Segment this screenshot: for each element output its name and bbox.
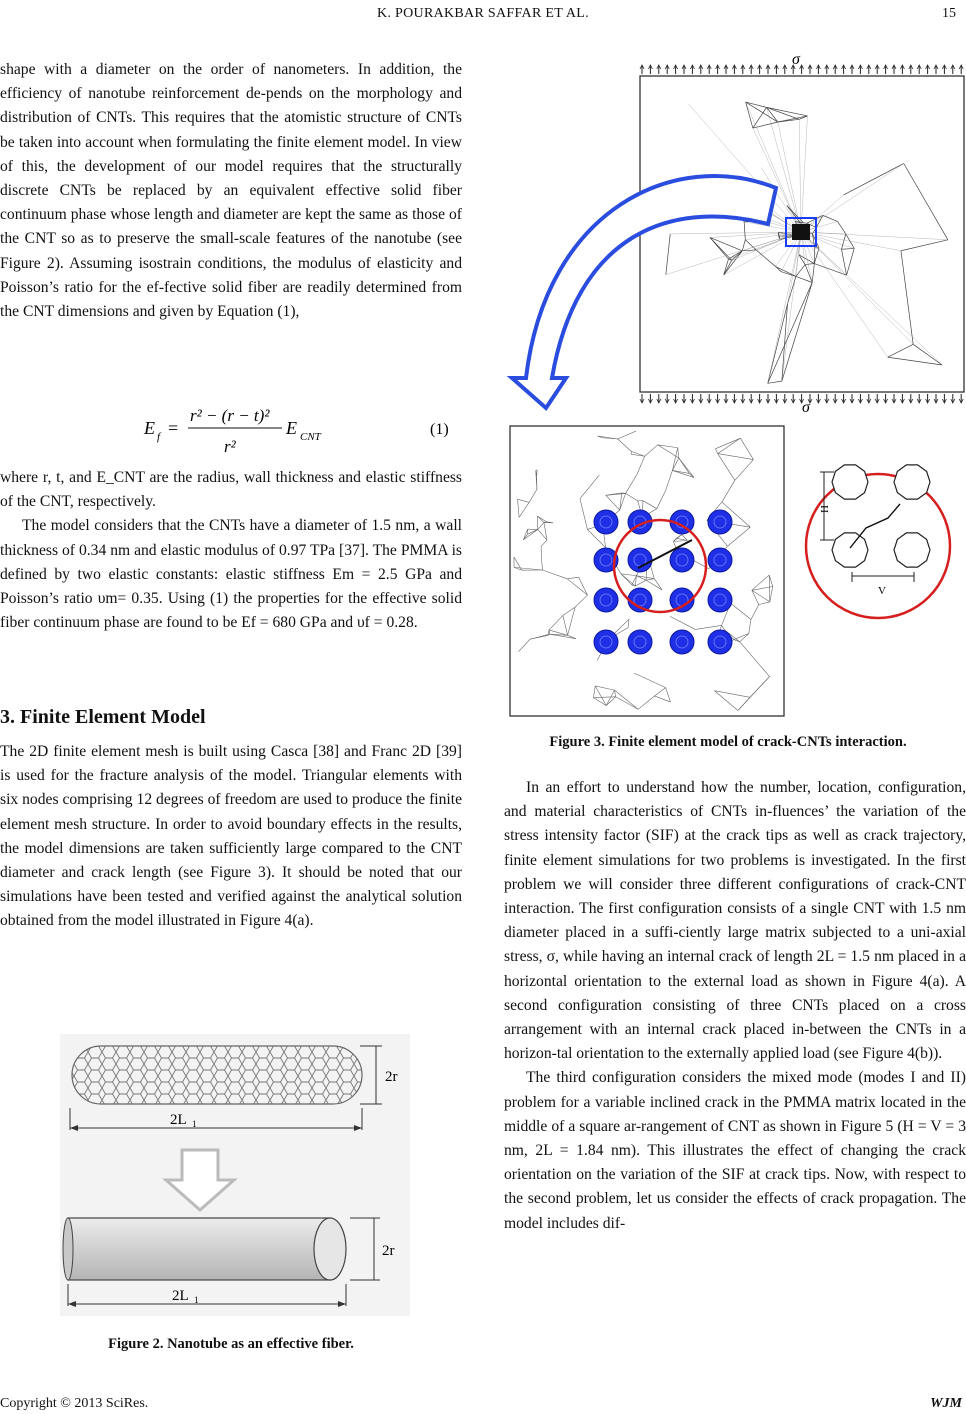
figure-3	[506, 48, 966, 720]
paragraph-6: The third configuration considers the mixed mode (modes I and II) problem for a variable inclined crack in the PMMA matrix located in the middle of a square ar-rangement of CNT as shown in Figure 5 (H = V = 3 nm, 2L = 1.84 nm). This illustrates the effect of changing the crack orientation on the variation of the SIF at crack tips. Now, with respect to the second problem, let us consider the effects of crack propagation. The model includes dif-	[504, 1069, 966, 1232]
footer-journal: WJM	[930, 1396, 962, 1411]
label-H: H	[819, 505, 831, 513]
footer-copyright: Copyright © 2013 SciRes.	[0, 1396, 149, 1411]
paragraph-5: In an effort to understand how the number, location, configuration, and material characteristics of CNTs in-fluences’ the variation of the stress intensity factor (SIF) at the crack tips as well as crack trajectory, finite element simulations for two problems is investigated. In the first problem we will consider three different configurations of crack-CNT interaction. The first configuration consists of a single CNT with 1.5 nm diameter placed in a suffi-ciently large matrix subjected to a uni-axial stress, σ, while having an internal crack of length 2L = 1.5 nm placed in a horizontal orientation to the external load as shown in Figure 4(a). A second configuration consisting of three CNTs placed on a cross arrangement with an internal crack placed in-between the CNTs in a horizon-tal orientation to the externally applied load (see Figure 4(b)).	[504, 779, 966, 1063]
eq-rhs-sub: CNT	[300, 431, 321, 443]
local-mesh-panel	[510, 426, 784, 716]
left-column-mid	[0, 466, 462, 635]
left-column-top	[0, 58, 462, 324]
paragraph-1: shape with a diameter on the order of nanometers. In addition, the efficiency of nanotube reinforcement de-pends on the morphology and distribution of CNTs. This requires that the atomistic structure of CNTs be taken into account when formulating the finite element model. In view of this, the development of our model requires that the structurally discrete CNTs be replaced by an equivalent effective solid fiber continuum phase whose length and diameter are kept the same as those of the CNT so as to preserve the small-scale features of the nanotube (see Figure 2). Assuming isostrain conditions, the modulus of elasticity and Poisson’s ratio for the ef-fective solid fiber are readily determined from the CNT dimensions and given by Equation (1),	[0, 61, 462, 321]
right-column-text	[504, 776, 966, 1236]
eq-numerator: r² − (r − t)²	[190, 406, 270, 425]
eq-denominator: r²	[224, 437, 236, 456]
eq-lhs-sub: f	[157, 431, 161, 443]
label-2L-bottom: 2L	[172, 1288, 189, 1304]
svg-text:1: 1	[192, 1119, 197, 1129]
left-column-bottom	[0, 740, 462, 934]
load-arrows-bottom	[640, 394, 963, 403]
svg-text:1: 1	[194, 1295, 199, 1305]
effective-fiber	[68, 1218, 330, 1280]
sigma-top-label: σ	[792, 51, 800, 68]
label-2r-top: 2r	[385, 1069, 398, 1085]
load-arrows-top	[640, 65, 963, 74]
equation-1-svg	[130, 394, 470, 466]
eq-lhs: E	[144, 418, 155, 438]
label-2L-top: 2L	[170, 1112, 187, 1128]
paragraph-4: The 2D finite element mesh is built using Casca [38] and Franc 2D [39] is used for the fracture analysis of the model. Triangular elements with six nodes comprising 12 degrees of freedom are used to produce the finite element mesh structure. In order to avoid boundary effects in the results, the model dimensions are taken sufficiently large compared to the CNT diameter and crack length (see Figure 3). It should be noted that our simulations have been tested and verified against the analytical solution obtained from the model illustrated in Figure 4(a).	[0, 743, 462, 930]
eq-number: (1)	[430, 421, 449, 438]
section-title: 3. Finite Element Model	[0, 706, 206, 728]
nanotube-lattice	[72, 1046, 362, 1104]
down-arrow-icon	[166, 1150, 234, 1210]
label-2r-bottom: 2r	[382, 1243, 395, 1259]
figure-3-svg	[506, 48, 966, 720]
running-title: K. POURAKBAR SAFFAR ET AL.	[377, 6, 589, 21]
paragraph-2: where r, t, and E_CNT are the radius, wall thickness and elastic stiffness of the CNT, respectively.	[0, 469, 462, 511]
paragraph-3: The model considers that the CNTs have a diameter of 1.5 nm, a wall thickness of 0.34 nm and elastic modulus of 0.97 TPa [37]. The PMMA is defined by two elastic constants: elastic stiffness Em = 2.5 GPa and Poisson’s ratio υm= 0.35. Using (1) the properties for the effective solid fiber continuum phase are found to be Ef = 680 GPa and υf = 0.28.	[0, 517, 462, 632]
svg-text:=: =	[168, 418, 179, 438]
figure-2	[60, 1034, 410, 1316]
eq-rhs: E	[286, 418, 297, 438]
figure-2-svg	[60, 1034, 410, 1316]
figure-3-caption: Figure 3. Finite element model of crack-CNTs interaction.	[549, 734, 907, 750]
label-V: V	[878, 585, 886, 597]
sigma-bottom-label: σ	[802, 399, 810, 416]
page-number: 15	[942, 6, 956, 21]
equation-1	[130, 394, 470, 466]
figure-2-caption: Figure 2. Nanotube as an effective fiber.	[108, 1336, 354, 1352]
running-header	[0, 4, 966, 28]
